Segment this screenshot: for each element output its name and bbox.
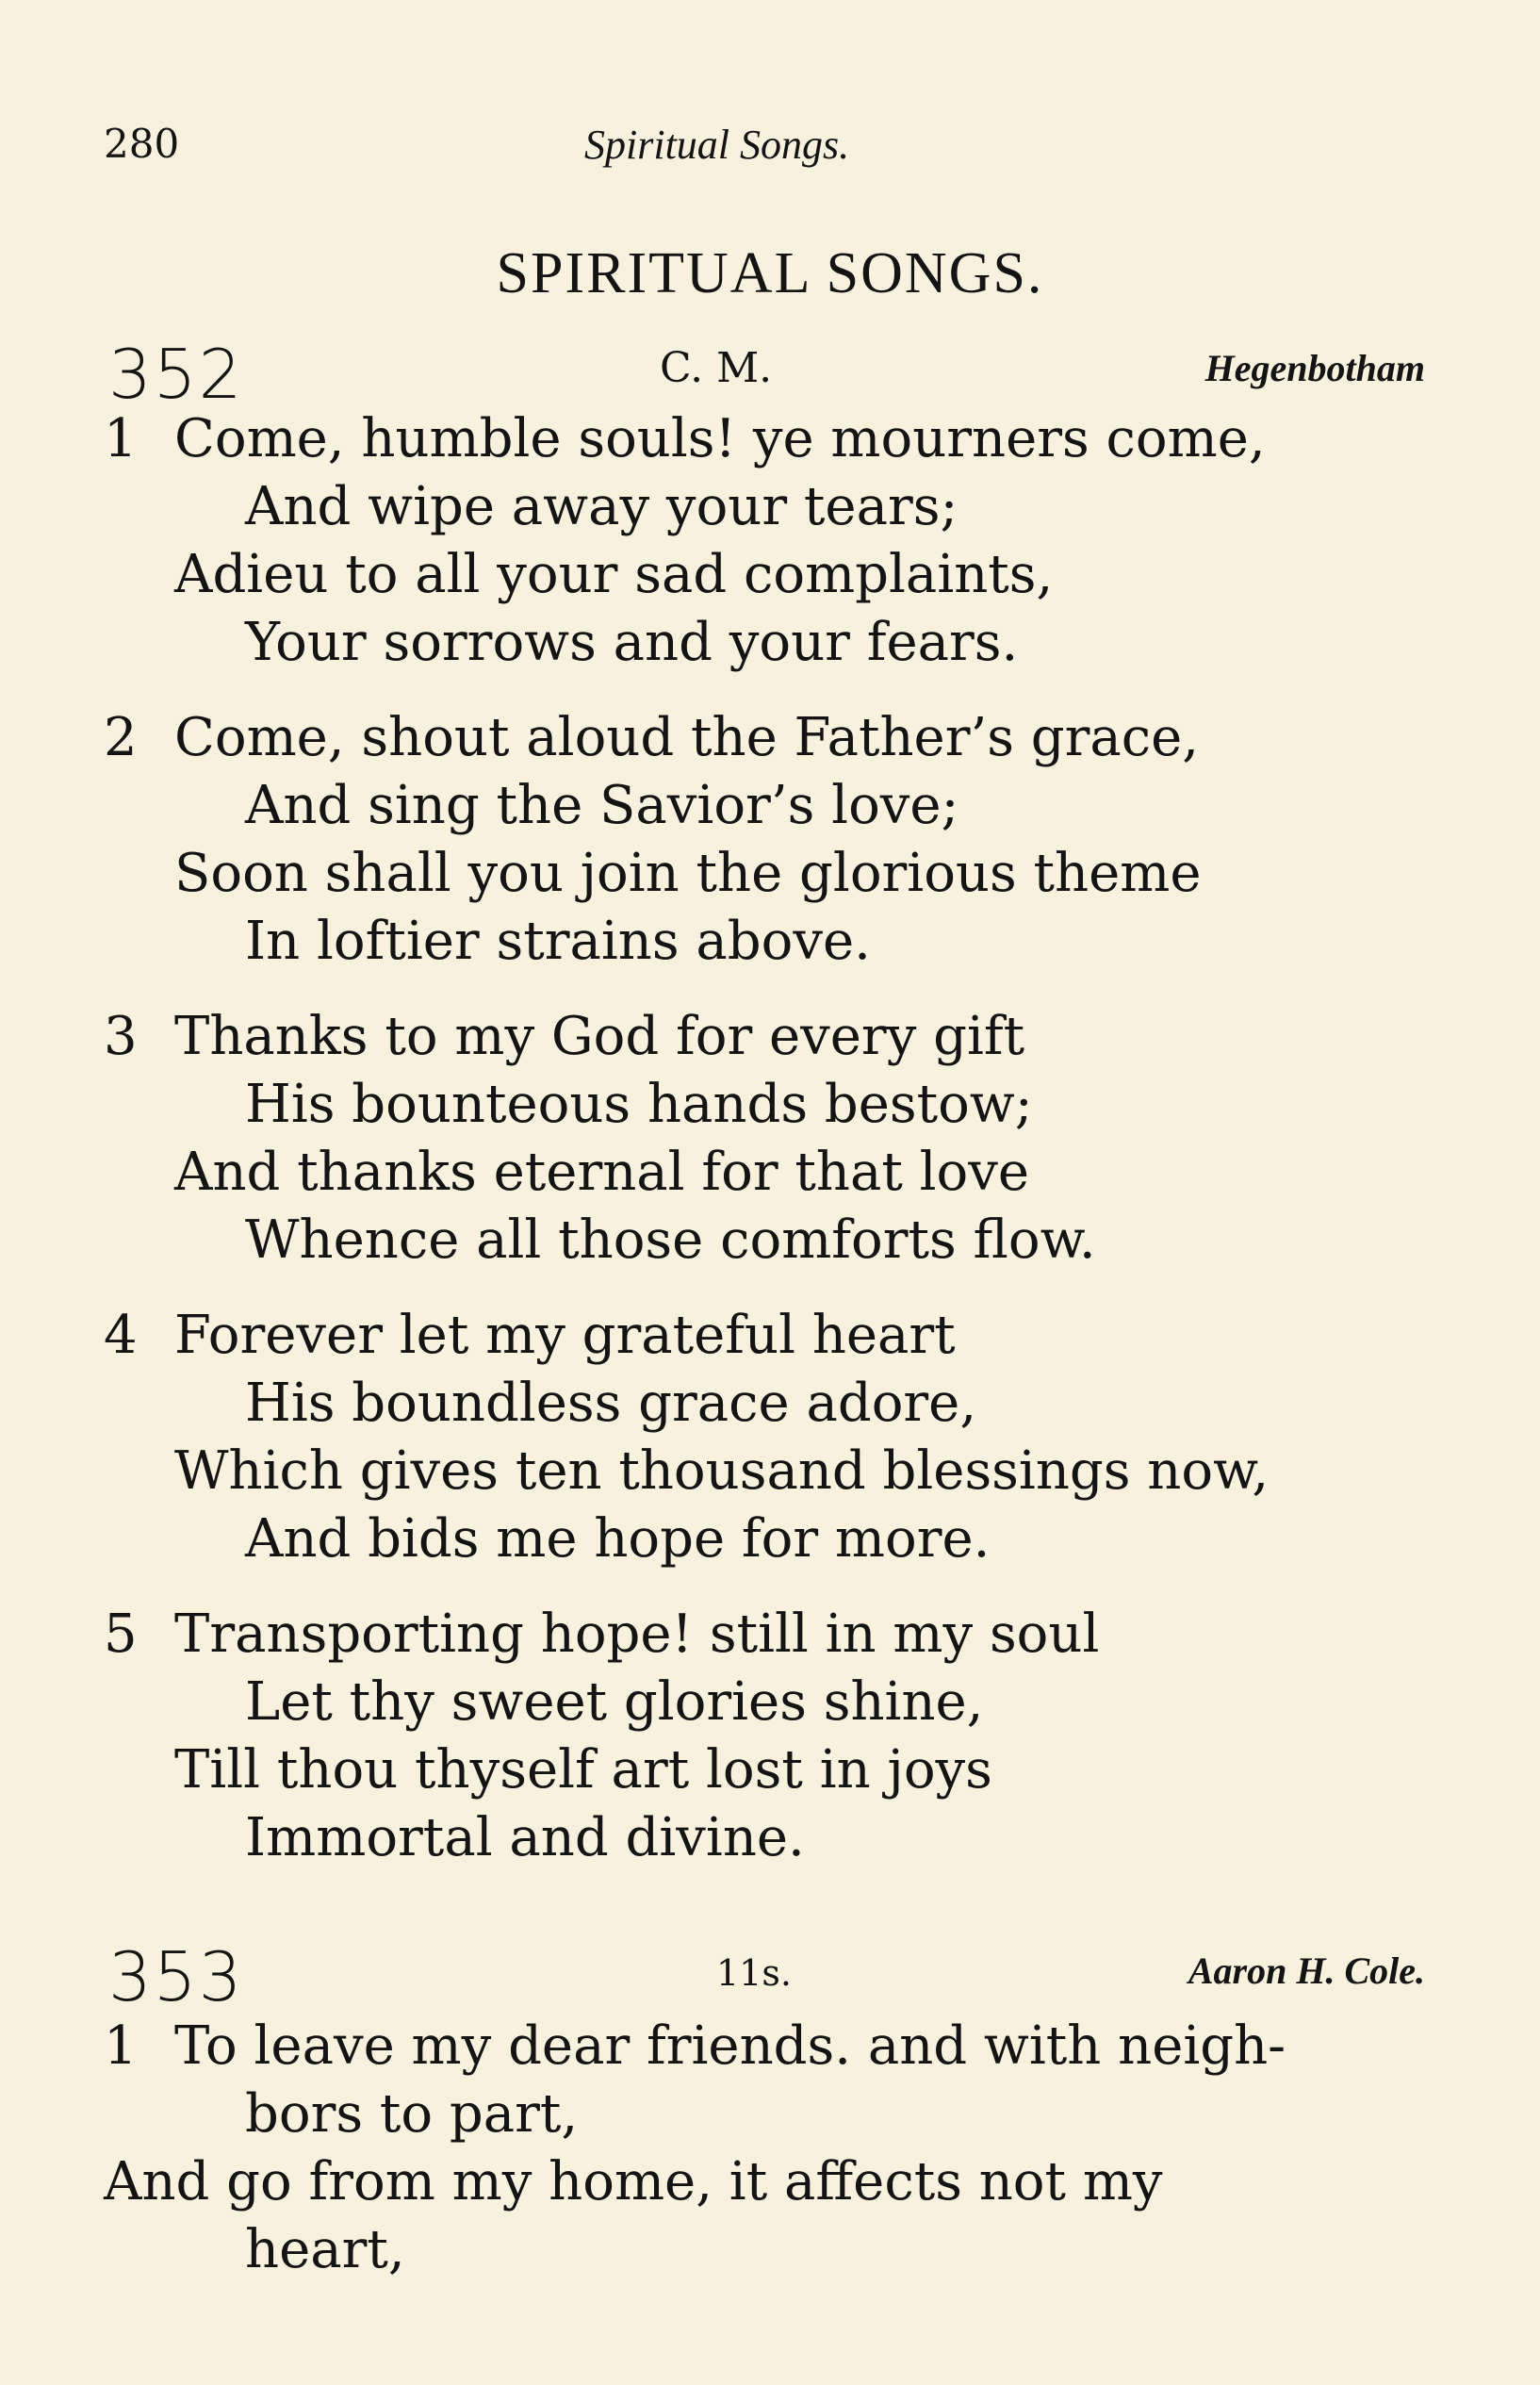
running-title: Spiritual Songs. <box>584 122 850 168</box>
verse-line: Come, shout aloud the Father’s grace, <box>174 707 1200 768</box>
hymn-header <box>0 335 1540 414</box>
verse-line: Thanks to my God for every gift <box>174 1006 1025 1067</box>
verse-line: Adieu to all your sad complaints, <box>174 544 1054 605</box>
verse <box>104 704 1442 976</box>
verse-line: In loftier strains above. <box>245 911 871 972</box>
hymn-author: Hegenbotham <box>1204 347 1425 389</box>
verse-line: His boundless grace adore, <box>245 1373 977 1434</box>
verse-line: Whence all those comforts flow. <box>245 1209 1096 1271</box>
page-number: 280 <box>104 121 180 167</box>
verse-line: Immortal and divine. <box>245 1807 805 1868</box>
verse-number: 5 <box>104 1604 138 1665</box>
verse-line: And bids me hope for more. <box>245 1508 991 1570</box>
verse <box>104 405 1442 677</box>
verse-line: Which gives ten thousand blessings now, <box>174 1440 1270 1502</box>
hymn-header <box>0 1937 1540 2016</box>
verse-line: To leave my dear friends. and with neigh- <box>174 2015 1286 2077</box>
verse <box>104 1601 1442 1872</box>
verse-line: Transporting hope! still in my soul <box>174 1604 1100 1665</box>
hymn-meter: C. M. <box>660 344 773 392</box>
verse-line: Let thy sweet glories shine, <box>245 1671 984 1733</box>
verse-line: His bounteous hands bestow; <box>245 1074 1033 1135</box>
verse-line: Come, humble souls! ye mourners come, <box>174 408 1266 469</box>
verse-line: And go from my home, it affects not my <box>104 2151 1163 2212</box>
verse-number: 1 <box>104 408 138 469</box>
verse-number: 2 <box>104 707 138 768</box>
section-title: SPIRITUAL SONGS. <box>496 241 1044 305</box>
verse-number: 3 <box>104 1006 138 1067</box>
verse-number: 4 <box>104 1305 138 1366</box>
hymn-number: 352 <box>108 335 244 414</box>
verse <box>104 1003 1442 1275</box>
verse-line: heart, <box>245 2219 405 2280</box>
verse-line: bors to part, <box>245 2083 579 2145</box>
verse-line: Till thou thyself art lost in joys <box>174 1739 992 1801</box>
verse-line: And wipe away your tears; <box>245 476 958 537</box>
hymn-number: 353 <box>108 1937 244 2016</box>
verse-line: Forever let my grateful heart <box>174 1305 956 1366</box>
hymn-author: Aaron H. Cole. <box>1188 1949 1425 1992</box>
verse-line: Soon shall you join the glorious theme <box>174 843 1202 904</box>
verse <box>104 1302 1442 1573</box>
verse-number: 1 <box>104 2015 138 2077</box>
verse <box>104 2013 1442 2284</box>
verse-line: Your sorrows and your fears. <box>245 612 1019 673</box>
verse-line: And thanks eternal for that love <box>174 1142 1030 1203</box>
running-head <box>0 121 1540 177</box>
verse-line: And sing the Savior’s love; <box>245 775 959 836</box>
hymn-meter: 11s. <box>716 1952 792 1994</box>
